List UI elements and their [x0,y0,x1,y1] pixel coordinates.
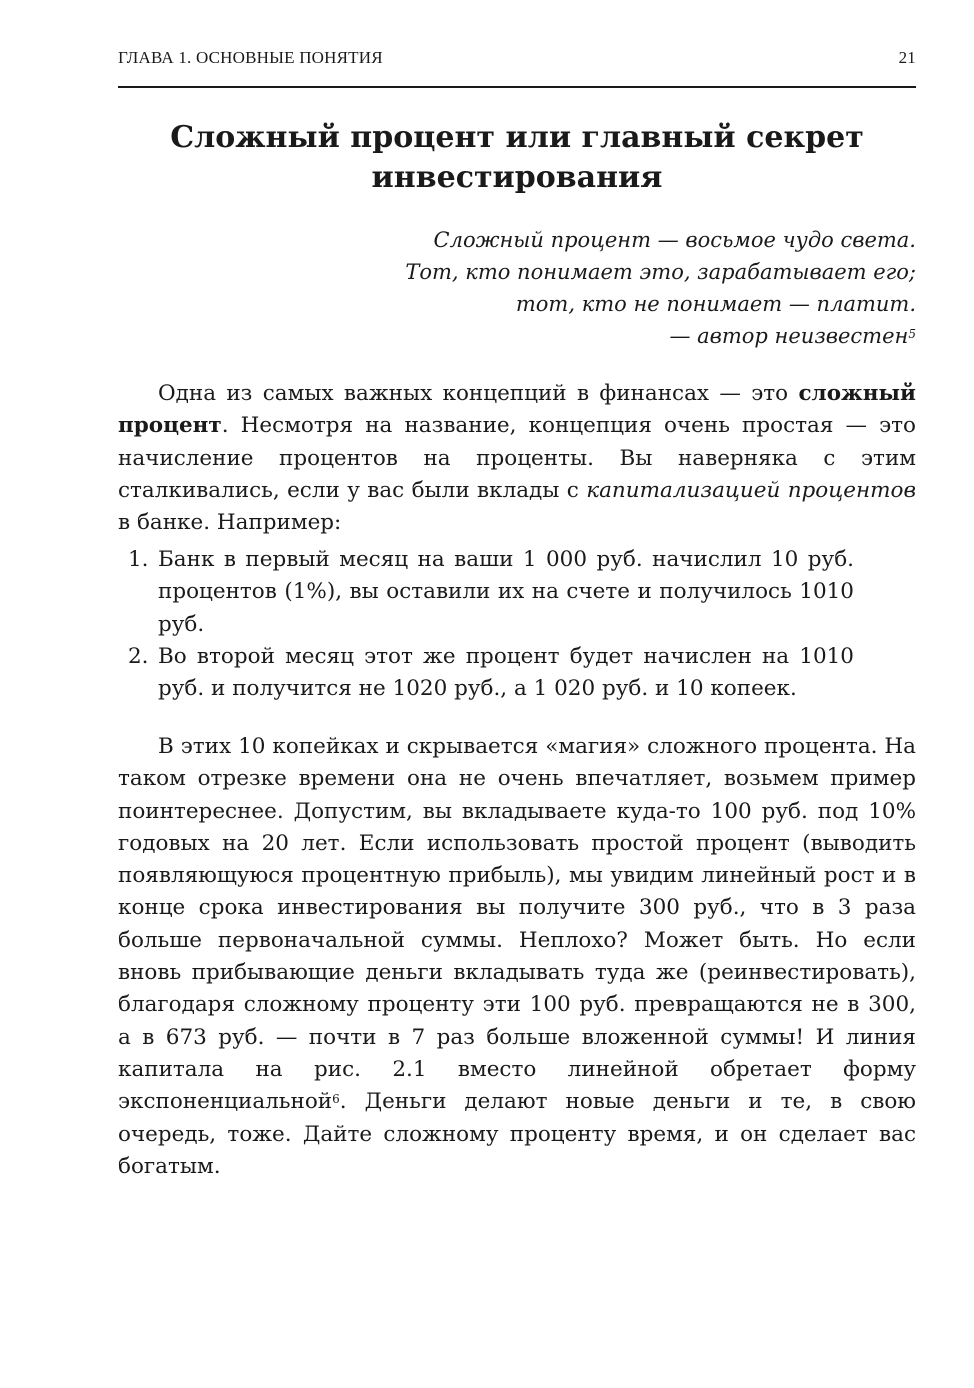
section-title-line1: Сложный процент или главный секрет [170,120,864,155]
paragraph-1-part-2: . Несмотря на название, концепция очень простая — это начисление процентов на проценты. Вы наверняка с этим сталкивались, если у вас были вклады с [118,413,916,503]
term-compound-interest: сложный процент [118,381,916,439]
term-capitalization: капитализацией процентов [586,477,916,503]
epigraph-line-3: тот, кто не понимает — платит. [515,292,916,316]
footnote-ref-5: 5 [908,327,916,341]
paragraph-2-part-2: . Деньги делают новые деньги и те, в свою очередь, тоже. Дайте сложному проценту время, и он сделает вас богатым. [118,1089,916,1179]
footnote-ref-6: 6 [332,1092,340,1107]
paragraph-2-part-1: В этих 10 копейках и скрывается «магия» сложного процента. На таком отрезке времени она не очень впечатляет, возьмем пример поинтереснее. Допустим, вы вкладываете куда-то 100 руб. под 10% годовых на 20 лет. Если использовать простой процент (выводить появляющуюся процентную прибыль), мы увидим линейный рост и в конце срока инвестирования вы получите 300 руб., что в 3 раза больше первоначальной суммы. Неплохо? Может быть. Но если вновь прибывающие деньги вкладывать туда же (реинвестировать), благодаря сложному проценту эти 100 руб. превращаются не в 300, а в 673 руб. — почти в 7 раз больше вложенной суммы! И линия капитала на рис. 2.1 вместо линейной обретает форму экспоненциальной [118,734,916,1115]
book-page [118,0,916,1388]
list-item [118,641,854,706]
list-item-text: Во второй месяц этот же процент будет начислен на 1010 руб. и получится не 1020 руб., а 1 020 руб. и 10 копеек. [158,643,854,702]
epigraph-line-2: Тот, кто понимает это, зарабатывает его; [405,260,916,284]
page-number: 21 [898,48,916,67]
epigraph [356,224,916,352]
list-item [118,544,854,641]
example-list [118,544,854,705]
section-title-line2: инвестирования [371,160,663,195]
epigraph-line-1: Сложный процент — восьмое чудо света. [433,228,916,252]
paragraph-1 [118,378,916,539]
header-rule [118,86,916,88]
running-header [118,48,916,74]
paragraph-1-part-3: в банке. Например: [118,510,342,536]
epigraph-author [356,320,916,352]
section-title [118,118,916,198]
list-item-number: 2. [128,643,149,669]
epigraph-author-text: — автор неизвестен [669,324,909,348]
list-item-number: 1. [128,547,149,572]
paragraph-1-part-1: Одна из самых важных концепций в финансах — это [158,381,799,406]
paragraph-2 [118,731,916,1183]
chapter-title: ГЛАВА 1. ОСНОВНЫЕ ПОНЯТИЯ [118,48,383,67]
list-item-text: Банк в первый месяц на ваши 1 000 руб. начислил 10 руб. процентов (1%), вы оставили их на счете и получилось 1010 руб. [158,547,854,637]
